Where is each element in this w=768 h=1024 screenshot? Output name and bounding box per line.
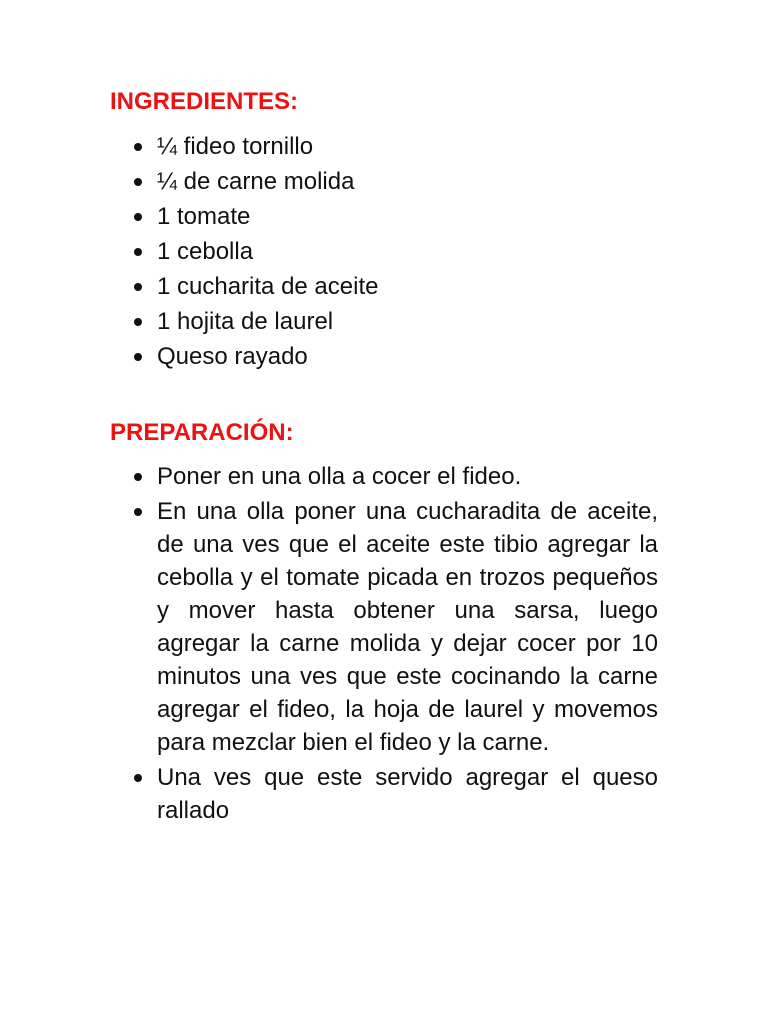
preparation-steps-list xyxy=(0,460,768,829)
bullet-icon xyxy=(134,143,142,151)
bullet-icon xyxy=(134,353,142,361)
bullet-icon xyxy=(134,508,142,516)
ingredient-item xyxy=(0,164,768,199)
preparation-heading: PREPARACIÓN: xyxy=(110,419,294,446)
preparation-step xyxy=(0,495,658,759)
step-text: Una ves que este servido agregar el queso rallado xyxy=(157,764,658,824)
ingredient-item xyxy=(0,234,768,269)
bullet-icon xyxy=(134,213,142,221)
ingredient-item xyxy=(0,339,768,374)
ingredient-text: Queso rayado xyxy=(157,343,308,370)
ingredients-list xyxy=(0,129,768,374)
bullet-icon xyxy=(134,473,142,481)
ingredient-text: 1 cebolla xyxy=(157,238,254,265)
preparation-step xyxy=(0,460,658,493)
ingredient-item xyxy=(0,304,768,339)
step-text: En una olla poner una cucharadita de aceite, de una ves que el aceite este tibio agregar la cebolla y el tomate picada en trozos pequeños y mover hasta obtener una sarsa, luego agregar la carne molida y dejar cocer por 10 minutos una ves que este cocinando la carne agregar el fideo, la hoja de laurel y movemos para mezclar bien el fideo y la carne. xyxy=(157,498,658,756)
ingredient-item xyxy=(0,199,768,234)
bullet-icon xyxy=(134,318,142,326)
ingredient-text: ¼ de carne molida xyxy=(157,168,355,195)
ingredient-text: 1 cucharita de aceite xyxy=(157,273,379,300)
step-text: Poner en una olla a cocer el fideo. xyxy=(157,463,522,490)
preparation-step xyxy=(0,761,658,827)
bullet-icon xyxy=(134,774,142,782)
ingredients-heading: INGREDIENTES: xyxy=(110,88,299,115)
bullet-icon xyxy=(134,283,142,291)
ingredient-item xyxy=(0,269,768,304)
bullet-icon xyxy=(134,248,142,256)
ingredient-text: 1 tomate xyxy=(157,203,251,230)
ingredient-text: ¼ fideo tornillo xyxy=(157,133,314,160)
bullet-icon xyxy=(134,178,142,186)
ingredient-text: 1 hojita de laurel xyxy=(157,308,334,335)
ingredient-item xyxy=(0,129,768,164)
